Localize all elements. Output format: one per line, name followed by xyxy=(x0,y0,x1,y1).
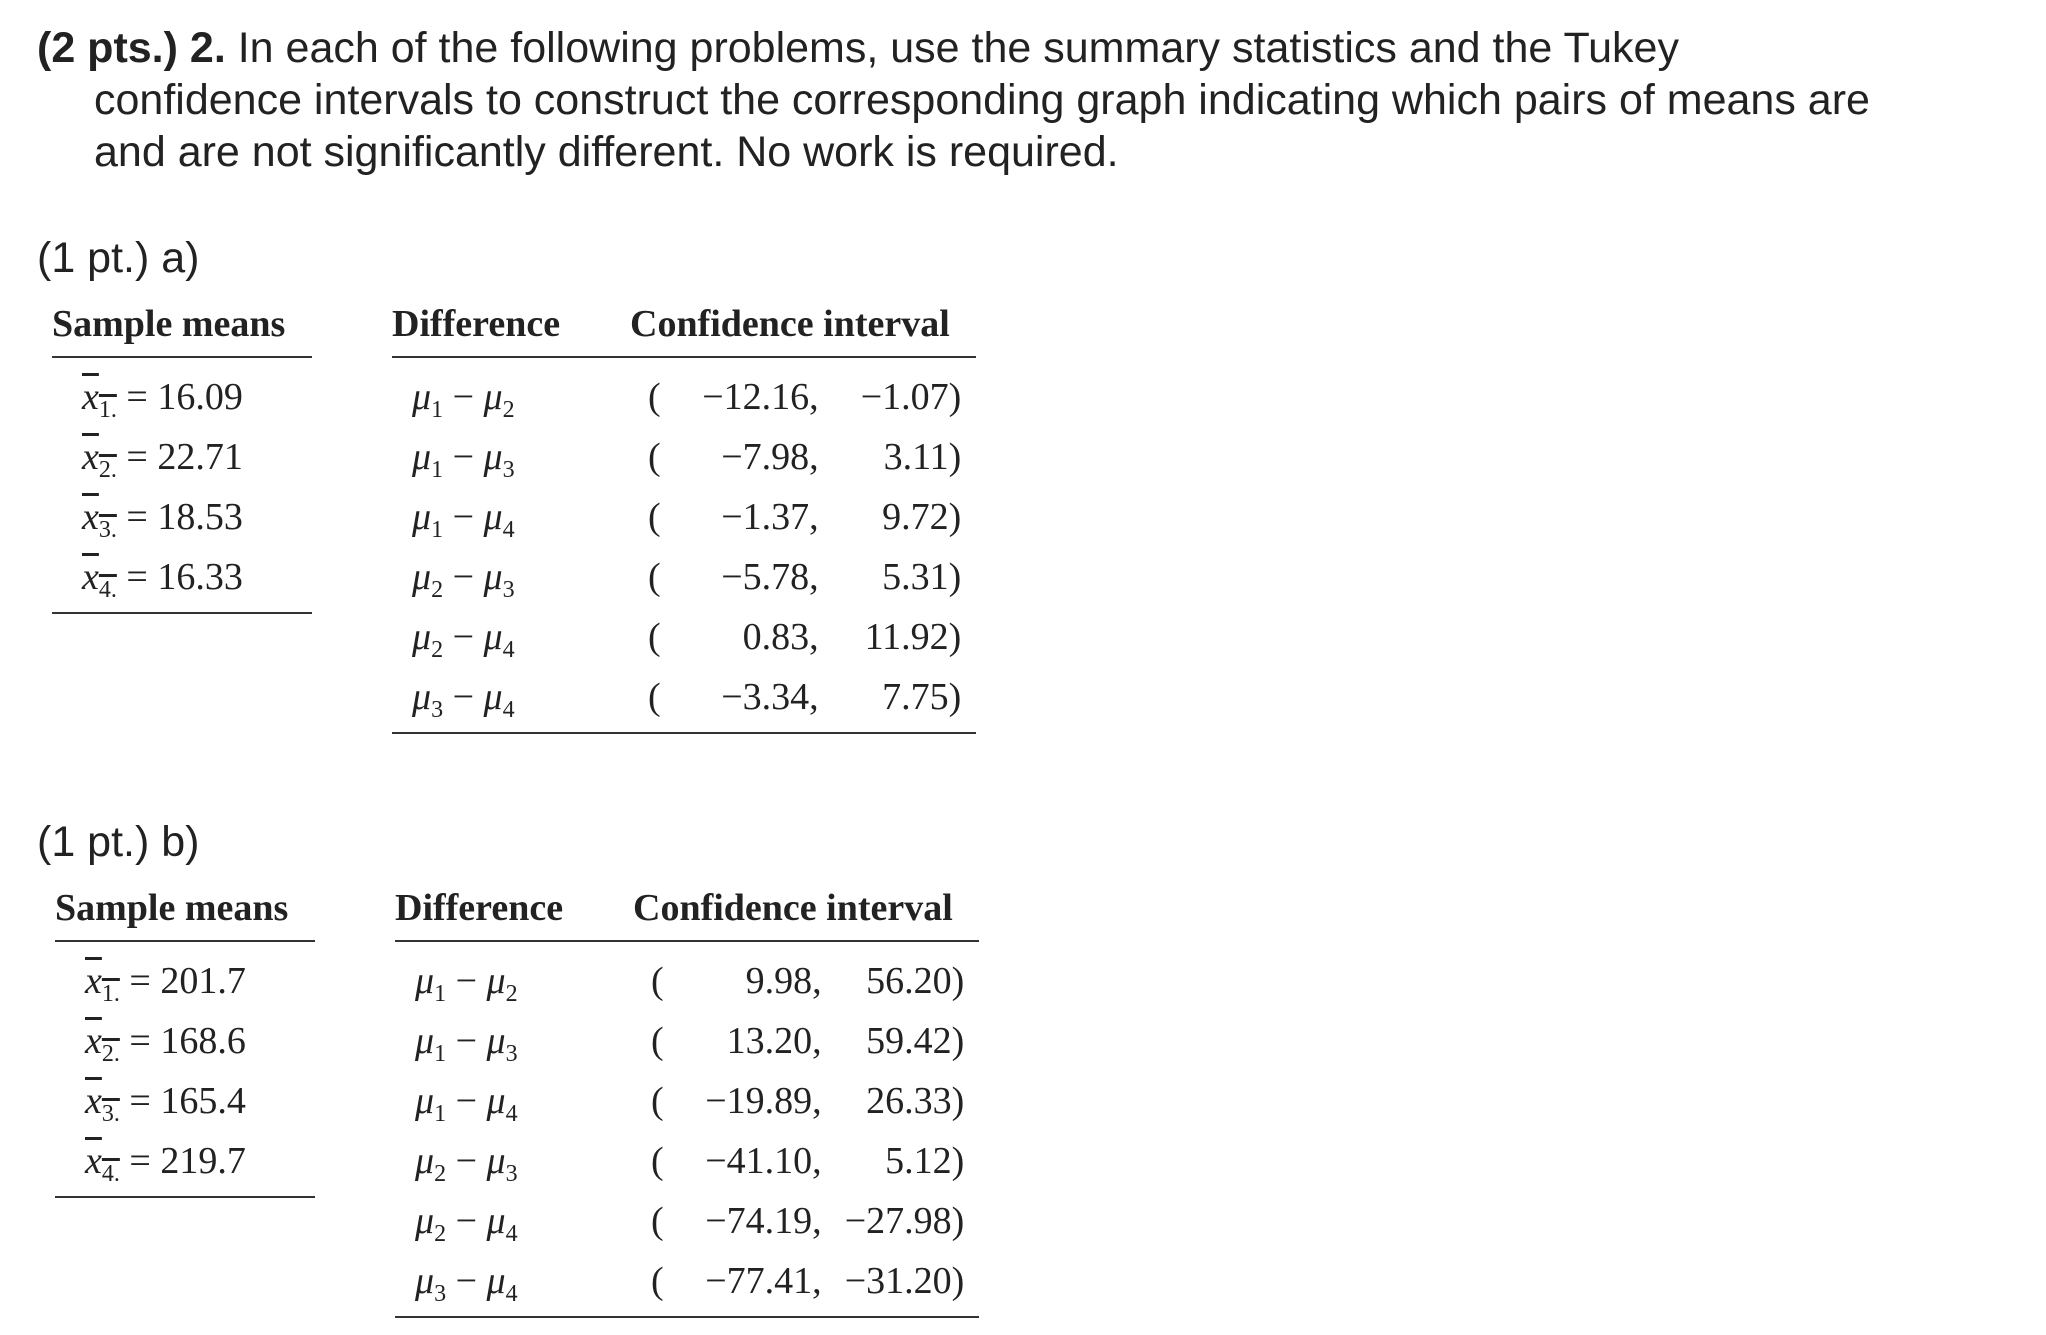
mean-subscript: 2. xyxy=(101,1041,120,1067)
ci-lower: −7.98, xyxy=(721,436,819,478)
mu-symbol: $\mu_1$ xyxy=(415,1080,447,1127)
confidence-interval-row xyxy=(648,494,961,540)
mu-subscript: 3 xyxy=(505,1161,518,1187)
mu-subscript: 4 xyxy=(502,637,515,663)
confidence-interval-row xyxy=(651,1018,964,1064)
sample-mean-row xyxy=(85,1138,246,1187)
confidence-interval-header: Confidence interval xyxy=(630,303,950,345)
difference-header: Difference xyxy=(395,887,564,929)
close-paren: ) xyxy=(948,376,962,418)
ci-lower: 9.98, xyxy=(745,960,822,1002)
mu-subscript: 2 xyxy=(502,397,515,423)
close-paren: ) xyxy=(951,1020,965,1062)
ci-lower: 0.83, xyxy=(742,616,819,658)
ci-upper: −1.07 xyxy=(860,376,949,418)
open-paren: ( xyxy=(648,676,661,718)
x-bar-symbol: $x_{2.}$ xyxy=(82,436,117,483)
header-rule-means xyxy=(55,940,315,942)
sample-mean-row xyxy=(82,434,243,483)
ci-lower: 13.20, xyxy=(726,1020,822,1062)
ci-lower: −1.37, xyxy=(721,496,819,538)
open-paren: ( xyxy=(651,1080,664,1122)
open-paren: ( xyxy=(648,376,661,418)
mu-subscript: 4 xyxy=(505,1221,518,1247)
open-paren: ( xyxy=(651,1200,664,1242)
close-paren: ) xyxy=(948,616,962,658)
difference-header: Difference xyxy=(392,303,561,345)
question-line-3: and are not significantly different. No work is required. xyxy=(94,128,1119,176)
open-paren: ( xyxy=(651,1020,664,1062)
mean-value: 22.71 xyxy=(157,436,243,478)
ci-upper: −31.20 xyxy=(844,1260,952,1302)
ci-lower: −19.89, xyxy=(705,1080,822,1122)
ci-lower: −3.34, xyxy=(721,676,819,718)
mean-subscript: 3. xyxy=(101,1101,120,1127)
mu-symbol: $\mu_4$ xyxy=(486,1200,518,1247)
close-paren: ) xyxy=(948,436,962,478)
mu-symbol: $\mu_2$ xyxy=(415,1140,447,1187)
bottom-rule-means xyxy=(52,612,312,614)
mu-subscript: 2 xyxy=(431,577,444,603)
equals-sign: = xyxy=(116,376,158,418)
x-bar-symbol: $x_{1.}$ xyxy=(85,960,120,1007)
sample-mean-row xyxy=(82,554,243,603)
mean-value: 165.4 xyxy=(160,1080,246,1122)
confidence-interval-row xyxy=(651,1138,964,1184)
difference-row xyxy=(415,1138,518,1187)
mu-subscript: 3 xyxy=(434,1281,447,1307)
ci-upper: 59.42 xyxy=(866,1020,952,1062)
difference-row xyxy=(415,1258,518,1307)
equals-sign: = xyxy=(119,1020,161,1062)
equals-sign: = xyxy=(116,436,158,478)
close-paren: ) xyxy=(951,1080,965,1122)
difference-row xyxy=(412,554,515,603)
open-paren: ( xyxy=(651,1140,664,1182)
minus-sign: − xyxy=(443,496,484,538)
sample-mean-row xyxy=(82,494,243,543)
bottom-rule-diffs xyxy=(392,732,976,734)
minus-sign: − xyxy=(446,1260,487,1302)
mu-symbol: $\mu_4$ xyxy=(483,616,515,663)
close-paren: ) xyxy=(948,496,962,538)
close-paren: ) xyxy=(948,676,962,718)
mu-subscript: 3 xyxy=(502,577,515,603)
mean-value: 16.33 xyxy=(157,556,243,598)
minus-sign: − xyxy=(446,1080,487,1122)
ci-upper: 11.92 xyxy=(864,616,949,658)
difference-row xyxy=(412,374,515,423)
confidence-interval-row xyxy=(648,434,961,480)
sample-mean-row xyxy=(85,1018,246,1067)
x-bar-symbol: $x_{2.}$ xyxy=(85,1020,120,1067)
mu-symbol: $\mu_3$ xyxy=(483,436,515,483)
question-text xyxy=(37,22,1997,178)
mu-subscript: 1 xyxy=(431,397,444,423)
mu-subscript: 3 xyxy=(505,1041,518,1067)
open-paren: ( xyxy=(651,960,664,1002)
difference-row xyxy=(412,674,515,723)
confidence-interval-row xyxy=(648,674,961,720)
mu-symbol: $\mu_3$ xyxy=(412,676,444,723)
x-bar-symbol: $x_{3.}$ xyxy=(85,1080,120,1127)
mu-subscript: 4 xyxy=(502,697,515,723)
question-line-1: In each of the following problems, use the summary statistics and the Tukey xyxy=(237,24,1679,72)
mu-symbol: $\mu_3$ xyxy=(486,1020,518,1067)
minus-sign: − xyxy=(443,616,484,658)
equals-sign: = xyxy=(119,1080,161,1122)
mean-subscript: 3. xyxy=(98,517,117,543)
confidence-interval-row xyxy=(648,614,961,660)
equals-sign: = xyxy=(116,496,158,538)
ci-upper: 5.12 xyxy=(885,1140,952,1182)
minus-sign: − xyxy=(446,1200,487,1242)
confidence-interval-row xyxy=(651,1078,964,1124)
part-a-table xyxy=(52,302,992,742)
question-number: 2. xyxy=(189,24,226,72)
bottom-rule-means xyxy=(55,1196,315,1198)
mu-subscript: 4 xyxy=(505,1101,518,1127)
mu-subscript: 1 xyxy=(434,981,447,1007)
mean-subscript: 1. xyxy=(98,397,117,423)
mu-symbol: $\mu_2$ xyxy=(412,556,444,603)
ci-lower: −74.19, xyxy=(705,1200,822,1242)
mu-symbol: $\mu_3$ xyxy=(415,1260,447,1307)
mu-subscript: 2 xyxy=(505,981,518,1007)
mu-symbol: $\mu_1$ xyxy=(415,960,447,1007)
mean-value: 16.09 xyxy=(157,376,243,418)
minus-sign: − xyxy=(446,1020,487,1062)
mu-symbol: $\mu_2$ xyxy=(483,376,515,423)
part-a-label: (1 pt.) a) xyxy=(37,234,200,282)
mu-symbol: $\mu_1$ xyxy=(412,496,444,543)
mu-subscript: 3 xyxy=(431,697,444,723)
difference-row xyxy=(412,434,515,483)
x-bar-symbol: $x_{4.}$ xyxy=(85,1140,120,1187)
difference-row xyxy=(415,958,518,1007)
question-line-2: confidence intervals to construct the corresponding graph indicating which pairs of means are xyxy=(94,76,1870,124)
equals-sign: = xyxy=(116,556,158,598)
mu-symbol: $\mu_3$ xyxy=(483,556,515,603)
confidence-interval-row xyxy=(648,554,961,600)
ci-lower: −41.10, xyxy=(705,1140,822,1182)
confidence-interval-row xyxy=(651,958,964,1004)
minus-sign: − xyxy=(443,556,484,598)
ci-upper: 9.72 xyxy=(882,496,949,538)
mu-symbol: $\mu_4$ xyxy=(483,676,515,723)
header-rule-diffs xyxy=(395,940,979,942)
mu-symbol: $\mu_2$ xyxy=(486,960,518,1007)
mu-subscript: 4 xyxy=(502,517,515,543)
question-points: (2 pts.) xyxy=(37,24,178,72)
mu-subscript: 3 xyxy=(502,457,515,483)
minus-sign: − xyxy=(443,376,484,418)
mu-symbol: $\mu_4$ xyxy=(483,496,515,543)
ci-lower: −5.78, xyxy=(721,556,819,598)
difference-row xyxy=(415,1198,518,1247)
close-paren: ) xyxy=(951,1140,965,1182)
mu-symbol: $\mu_2$ xyxy=(415,1200,447,1247)
mu-symbol: $\mu_4$ xyxy=(486,1260,518,1307)
mu-subscript: 1 xyxy=(431,517,444,543)
ci-upper: 3.11 xyxy=(883,436,949,478)
confidence-interval-header: Confidence interval xyxy=(633,887,953,929)
x-bar-symbol: $x_{3.}$ xyxy=(82,496,117,543)
mu-subscript: 1 xyxy=(434,1041,447,1067)
ci-upper: 7.75 xyxy=(882,676,949,718)
mean-value: 168.6 xyxy=(160,1020,246,1062)
header-rule-means xyxy=(52,356,312,358)
open-paren: ( xyxy=(648,496,661,538)
mu-subscript: 1 xyxy=(434,1101,447,1127)
ci-upper: 5.31 xyxy=(882,556,949,598)
close-paren: ) xyxy=(951,1200,965,1242)
sample-means-header: Sample means xyxy=(52,303,286,345)
sample-mean-row xyxy=(82,374,243,423)
open-paren: ( xyxy=(648,616,661,658)
mean-subscript: 4. xyxy=(101,1161,120,1187)
minus-sign: − xyxy=(446,1140,487,1182)
equals-sign: = xyxy=(119,1140,161,1182)
difference-row xyxy=(415,1018,518,1067)
ci-lower: −12.16, xyxy=(702,376,819,418)
minus-sign: − xyxy=(446,960,487,1002)
ci-upper: −27.98 xyxy=(844,1200,952,1242)
confidence-interval-row xyxy=(651,1258,964,1304)
mean-value: 201.7 xyxy=(160,960,246,1002)
open-paren: ( xyxy=(648,436,661,478)
mu-subscript: 2 xyxy=(434,1161,447,1187)
sample-means-header: Sample means xyxy=(55,887,289,929)
confidence-interval-row xyxy=(651,1198,964,1244)
mean-value: 219.7 xyxy=(160,1140,246,1182)
mu-subscript: 2 xyxy=(434,1221,447,1247)
mean-value: 18.53 xyxy=(157,496,243,538)
sample-mean-row xyxy=(85,958,246,1007)
close-paren: ) xyxy=(951,1260,965,1302)
x-bar-symbol: $x_{1.}$ xyxy=(82,376,117,423)
difference-row xyxy=(412,494,515,543)
mu-subscript: 2 xyxy=(431,637,444,663)
mean-subscript: 2. xyxy=(98,457,117,483)
x-bar-symbol: $x_{4.}$ xyxy=(82,556,117,603)
mu-symbol: $\mu_4$ xyxy=(486,1080,518,1127)
header-rule-diffs xyxy=(392,356,976,358)
mu-symbol: $\mu_2$ xyxy=(412,616,444,663)
ci-lower: −77.41, xyxy=(705,1260,822,1302)
close-paren: ) xyxy=(951,960,965,1002)
difference-row xyxy=(415,1078,518,1127)
open-paren: ( xyxy=(648,556,661,598)
confidence-interval-row xyxy=(648,374,961,420)
part-b-table xyxy=(55,886,995,1326)
ci-upper: 26.33 xyxy=(866,1080,952,1122)
sample-mean-row xyxy=(85,1078,246,1127)
mu-subscript: 1 xyxy=(431,457,444,483)
close-paren: ) xyxy=(948,556,962,598)
minus-sign: − xyxy=(443,676,484,718)
bottom-rule-diffs xyxy=(395,1316,979,1318)
difference-row xyxy=(412,614,515,663)
mu-symbol: $\mu_3$ xyxy=(486,1140,518,1187)
mean-subscript: 1. xyxy=(101,981,120,1007)
ci-upper: 56.20 xyxy=(866,960,952,1002)
mean-subscript: 4. xyxy=(98,577,117,603)
mu-symbol: $\mu_1$ xyxy=(412,376,444,423)
mu-subscript: 4 xyxy=(505,1281,518,1307)
mu-symbol: $\mu_1$ xyxy=(412,436,444,483)
mu-symbol: $\mu_1$ xyxy=(415,1020,447,1067)
minus-sign: − xyxy=(443,436,484,478)
part-b-label: (1 pt.) b) xyxy=(37,818,200,866)
equals-sign: = xyxy=(119,960,161,1002)
open-paren: ( xyxy=(651,1260,664,1302)
